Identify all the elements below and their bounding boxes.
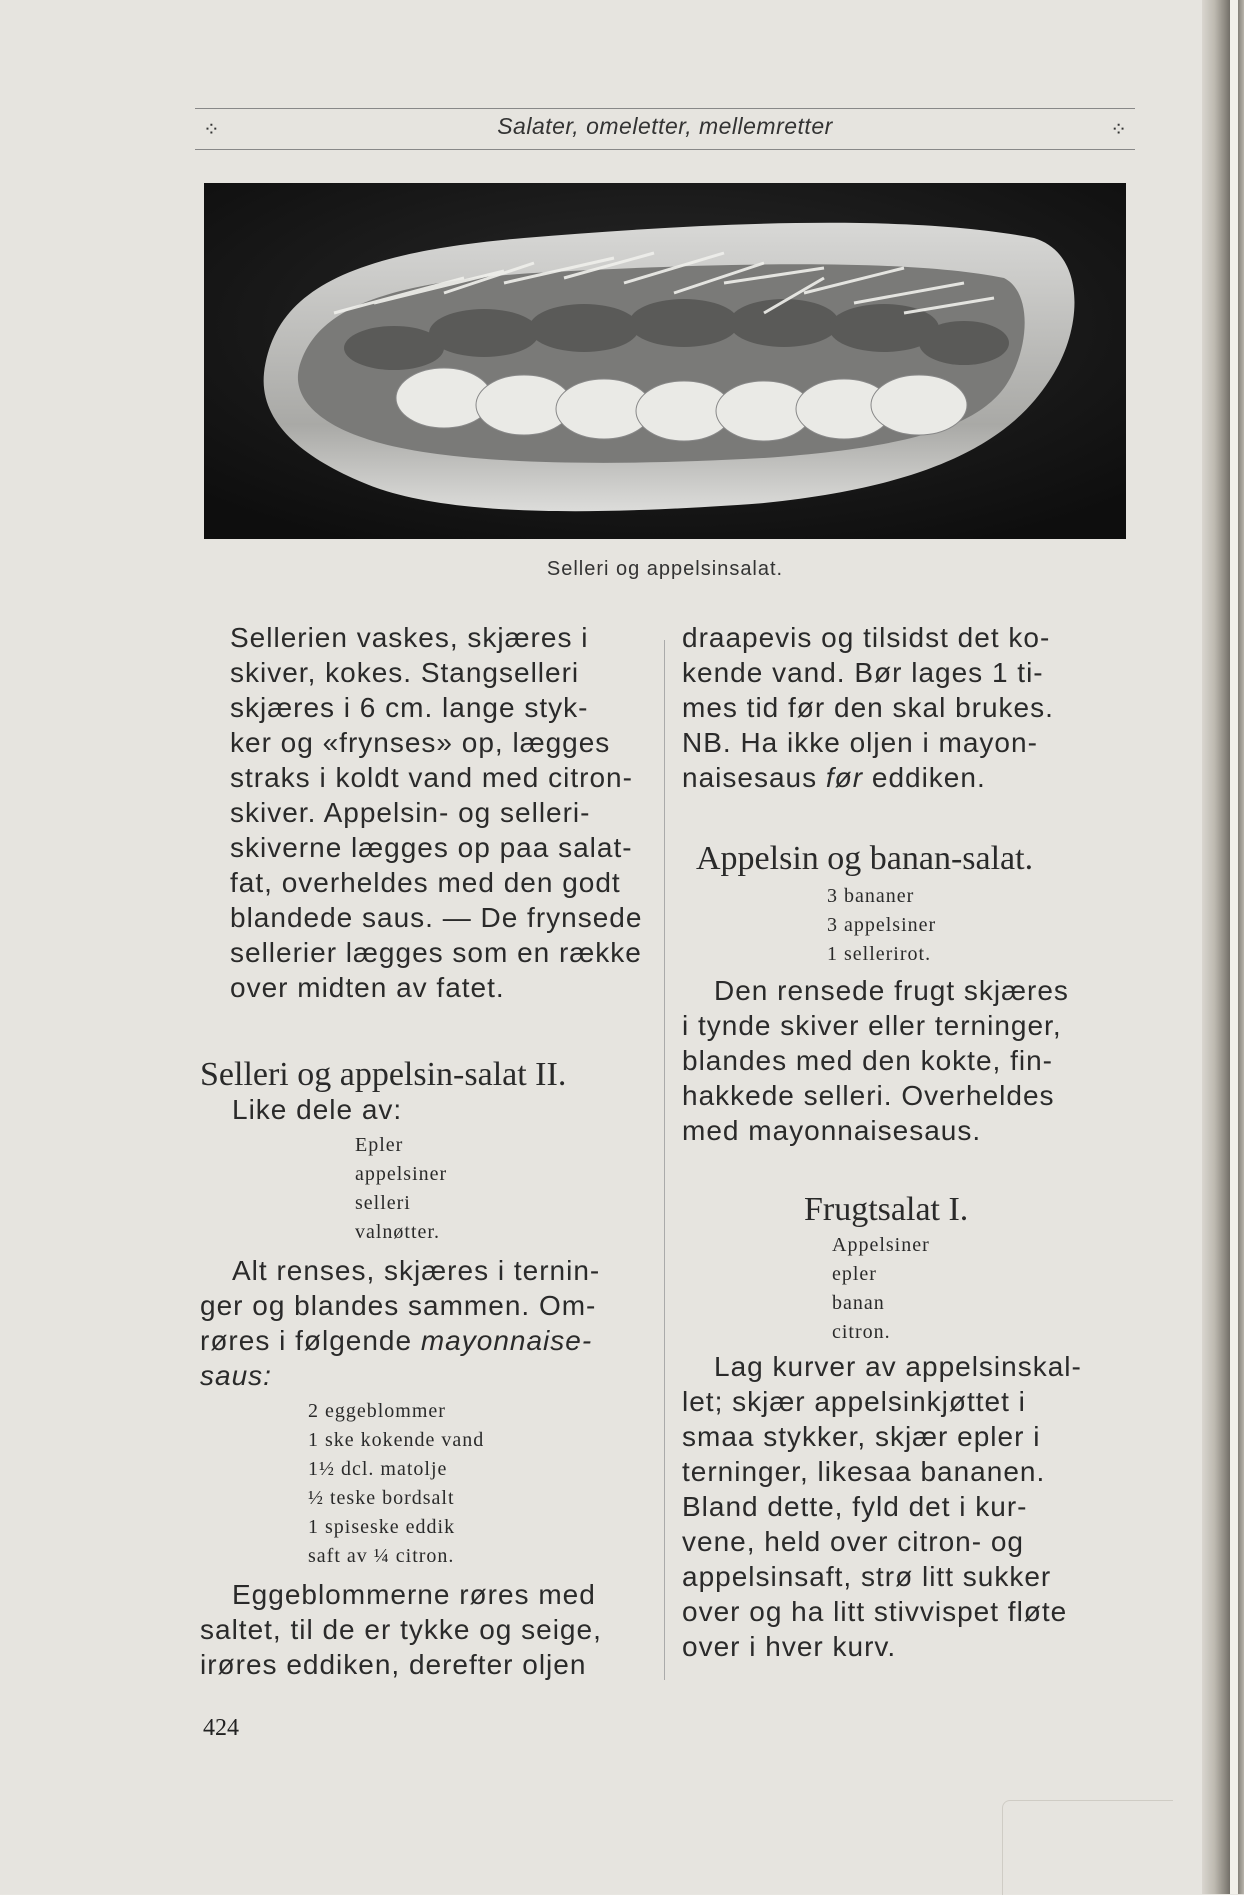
photo-caption: Selleri og appelsinsalat. bbox=[546, 558, 784, 580]
text-line: blandes med den kokte, fin- bbox=[682, 1045, 1053, 1076]
ingredient: selleri bbox=[355, 1192, 411, 1214]
ingredient: epler bbox=[832, 1263, 877, 1285]
text-line: Lag kurver av appelsinskal- bbox=[714, 1351, 1082, 1382]
ingredient: 1 spiseske eddik bbox=[308, 1516, 456, 1538]
text-line bbox=[682, 760, 1127, 795]
method-paragraph bbox=[682, 973, 1127, 1148]
text-line: mes tid før den skal brukes. bbox=[682, 692, 1054, 723]
ingredient: ½ teske bordsalt bbox=[308, 1487, 455, 1509]
text-line: over midten av fatet. bbox=[230, 972, 505, 1003]
text-span: : bbox=[263, 1360, 272, 1391]
ingredient-list bbox=[200, 1131, 645, 1247]
ingredient: valnøtter. bbox=[355, 1221, 440, 1243]
right-column bbox=[682, 620, 1127, 1664]
ingredient: Appelsiner bbox=[832, 1234, 930, 1256]
ingredient: 2 eggeblommer bbox=[308, 1400, 446, 1422]
text-line: blandede saus. — De frynsede bbox=[230, 902, 643, 933]
text-line: Eggeblommerne røres med bbox=[232, 1579, 596, 1610]
text-line: ger og blandes sammen. Om- bbox=[200, 1290, 597, 1321]
final-paragraph bbox=[200, 1577, 645, 1682]
italic-text: mayonnaise- bbox=[420, 1325, 593, 1356]
ornament-icon: ⁘ bbox=[1110, 119, 1127, 141]
text-line: skjæres i 6 cm. lange styk- bbox=[230, 692, 589, 723]
text-line: fat, overheldes med den godt bbox=[230, 867, 621, 898]
left-column bbox=[200, 620, 645, 1682]
ingredient: 3 appelsiner bbox=[827, 914, 937, 936]
text-line: appelsinsaft, strø litt sukker bbox=[682, 1561, 1052, 1592]
text-span: eddiken. bbox=[863, 762, 986, 793]
intro-paragraph bbox=[200, 620, 645, 1005]
recipe-heading: Appelsin og banan-salat. bbox=[696, 840, 1034, 877]
italic-text: før bbox=[825, 762, 864, 793]
text-line bbox=[200, 1358, 645, 1393]
text-line: ker og «frynses» op, lægges bbox=[230, 727, 611, 758]
text-line: skiver, kokes. Stangselleri bbox=[230, 657, 580, 688]
text-line: terninger, likesaa bananen. bbox=[682, 1456, 1046, 1487]
text-line: vene, held over citron- og bbox=[682, 1526, 1024, 1557]
text-span: naisesaus bbox=[682, 762, 826, 793]
method-paragraph bbox=[682, 1349, 1127, 1664]
ingredient: appelsiner bbox=[355, 1163, 448, 1185]
recipe-heading: Frugtsalat I. bbox=[804, 1191, 969, 1228]
text-line: straks i koldt vand med citron- bbox=[230, 762, 633, 793]
text-line: over og ha litt stivvispet fløte bbox=[682, 1596, 1068, 1627]
text-line: Sellerien vaskes, skjæres i bbox=[230, 622, 589, 653]
continued-paragraph bbox=[682, 620, 1127, 795]
text-line: irøres eddiken, derefter oljen bbox=[200, 1649, 587, 1680]
page-edge-stripe bbox=[1230, 0, 1238, 1894]
ingredient: 3 bananer bbox=[827, 885, 915, 907]
ingredient-list bbox=[682, 882, 1127, 969]
salad-photo bbox=[204, 183, 1126, 539]
text-line: over i hver kurv. bbox=[682, 1631, 897, 1662]
salad-dish-illustration bbox=[204, 183, 1126, 539]
text-line: Den rensede frugt skjæres bbox=[714, 975, 1069, 1006]
ingredient: banan bbox=[832, 1292, 885, 1314]
method-paragraph bbox=[200, 1253, 645, 1393]
text-line: med mayonnaisesaus. bbox=[682, 1115, 982, 1146]
like-dele-text: Like dele av: bbox=[232, 1094, 403, 1125]
ingredient: 1 sellerirot. bbox=[827, 943, 932, 965]
ingredient: Epler bbox=[355, 1134, 404, 1156]
text-line: kende vand. Bør lages 1 ti- bbox=[682, 657, 1044, 688]
ingredient: saft av ¼ citron. bbox=[308, 1545, 455, 1567]
page-edge-tab bbox=[1002, 1800, 1173, 1895]
text-line: let; skjær appelsinkjøttet i bbox=[682, 1386, 1026, 1417]
text-line: hakkede selleri. Overheldes bbox=[682, 1080, 1055, 1111]
text-line: Bland dette, fyld det i kur- bbox=[682, 1491, 1028, 1522]
text-line: skiverne lægges op paa salat- bbox=[230, 832, 633, 863]
ingredient-list bbox=[682, 1231, 1127, 1347]
page-number: 424 bbox=[203, 1715, 239, 1741]
recipe-heading: Selleri og appelsin-salat II. bbox=[200, 1056, 567, 1093]
text-line: NB. Ha ikke oljen i mayon- bbox=[682, 727, 1038, 758]
text-line: sellerier lægges som en række bbox=[230, 937, 642, 968]
running-header bbox=[195, 108, 1135, 150]
text-line bbox=[200, 1323, 645, 1358]
text-line: Alt renses, skjæres i ternin- bbox=[232, 1255, 601, 1286]
text-line: draapevis og tilsidst det ko- bbox=[682, 622, 1051, 653]
column-divider bbox=[664, 640, 665, 1680]
ingredient: 1 ske kokende vand bbox=[308, 1429, 485, 1451]
sauce-ingredient-list bbox=[200, 1397, 645, 1571]
text-line: smaa stykker, skjær epler i bbox=[682, 1421, 1041, 1452]
ingredient: 1½ dcl. matolje bbox=[308, 1458, 448, 1480]
italic-text: saus bbox=[200, 1360, 264, 1391]
text-line: skiver. Appelsin- og selleri- bbox=[230, 797, 591, 828]
ingredient: citron. bbox=[832, 1321, 891, 1343]
text-span: røres i følgende bbox=[200, 1325, 413, 1356]
ornament-icon: ⁘ bbox=[203, 119, 220, 141]
text-line: i tynde skiver eller terninger, bbox=[682, 1010, 1062, 1041]
running-header-title: Salater, omeletter, mellemretter bbox=[497, 113, 833, 139]
text-line: saltet, til de er tykke og seige, bbox=[200, 1614, 602, 1645]
